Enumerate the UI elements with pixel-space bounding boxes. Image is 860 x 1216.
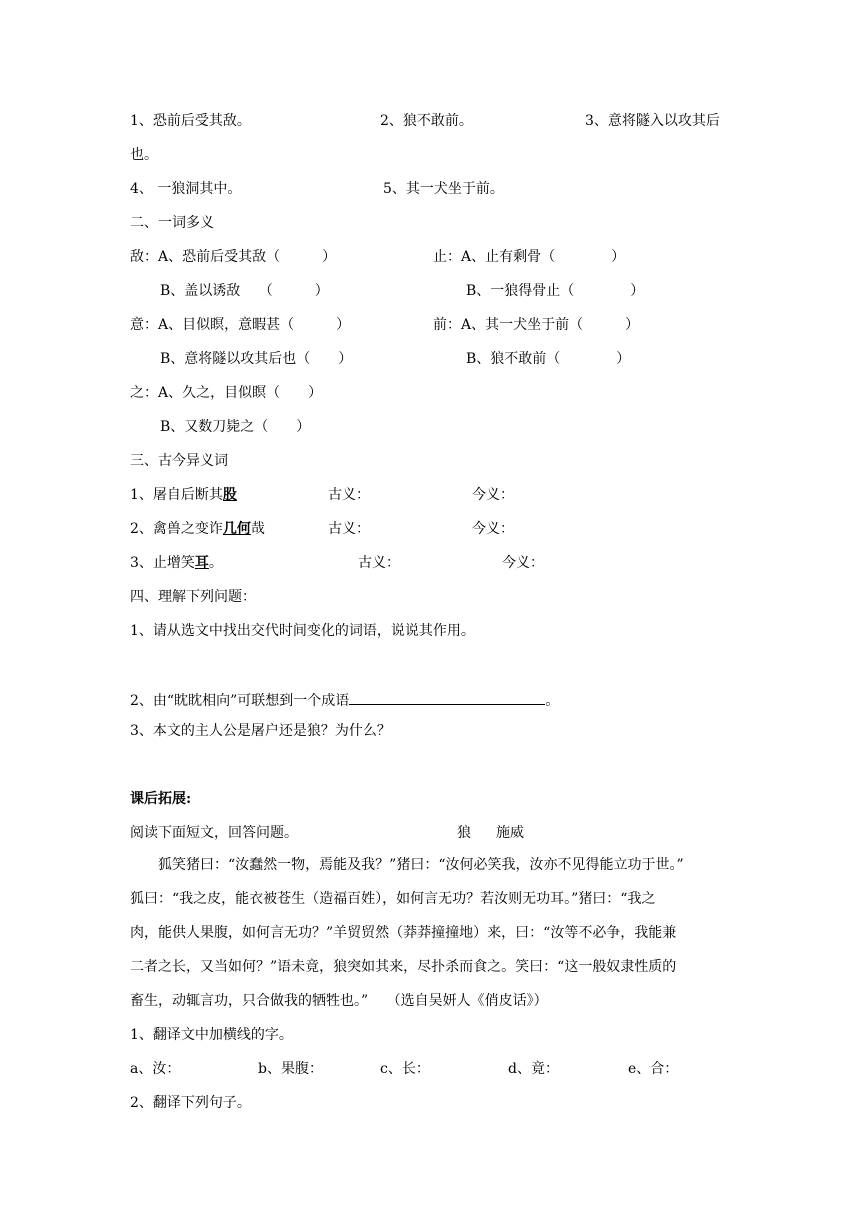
- part1-item-3: 3、意将隧入以攻其后: [585, 113, 720, 129]
- archaic-row-3-jin: 今义：: [502, 555, 544, 571]
- section2-heading: 二、一词多义: [130, 215, 214, 231]
- polysemy-zhi-a: 止：A、止有剩骨（ ）: [433, 249, 626, 265]
- passage-line-1: 狐笑猪曰：“汝蠢然一物，焉能及我？”猪曰：“汝何必笑我，汝亦不见得能立功于世。”: [158, 857, 684, 873]
- polysemy-qian-b: B、狼不敢前（ ）: [466, 351, 631, 367]
- part1-item-4: 4、 一狼洞其中。: [130, 181, 242, 197]
- extension-intro: 阅读下面短文，回答问题。: [130, 825, 298, 841]
- polysemy-yi-a: 意：A、目似瞑，意暇甚（ ）: [130, 317, 351, 333]
- answer-blank[interactable]: [349, 690, 545, 705]
- archaic-row-2-sentence: 2、禽兽之变诈: [130, 521, 223, 537]
- question-2-text: 2、由“眈眈相向”可联想到一个成语: [130, 693, 350, 709]
- archaic-row-1-jin: 今义：: [472, 487, 514, 503]
- passage-title: 狼: [457, 825, 471, 841]
- passage-line-4: 二者之长，又当如何？”语未竟，狼突如其来，尽扑杀而食之。笑曰：“这一般奴隶性质的: [130, 959, 677, 975]
- question-2: [130, 690, 559, 710]
- polysemy-yi-b: B、意将隧以攻其后也（ ）: [160, 351, 353, 367]
- question-1: 1、请从选文中找出交代时间变化的词语，说说其作用。: [130, 623, 475, 639]
- extension-question-2: 2、翻译下列句子。: [130, 1095, 251, 1111]
- vocab-e: e、合：: [628, 1061, 679, 1077]
- polysemy-zhi-b: B、一狼得骨止（ ）: [466, 283, 645, 299]
- archaic-row-1: [130, 486, 237, 504]
- archaic-row-2: [130, 520, 265, 538]
- extension-question-1: 1、翻译文中加横线的字。: [130, 1027, 293, 1043]
- archaic-row-3-suffix: 。: [208, 555, 223, 571]
- polysemy-zhi2-b: B、又数刀毙之（ ）: [160, 419, 311, 435]
- vocab-c: c、长：: [380, 1061, 430, 1077]
- archaic-row-2-gu: 古义：: [328, 521, 370, 537]
- question-2-end: 。: [545, 693, 560, 709]
- archaic-row-2-word: 几何: [222, 521, 251, 537]
- extension-heading: 课后拓展:: [130, 791, 192, 807]
- passage-line-3: 肉，能供人果腹，如何言无功？”羊贸贸然（莽莽撞撞地）来，曰：“汝等不必争，我能兼: [130, 925, 677, 941]
- vocab-b: b、果腹：: [258, 1061, 323, 1077]
- archaic-row-1-word: 股: [222, 487, 237, 503]
- archaic-row-1-sentence: 1、屠自后断其: [130, 487, 223, 503]
- archaic-row-2-jin: 今义：: [472, 521, 514, 537]
- polysemy-di-a: 敌：A、恐前后受其敌（ ）: [130, 249, 337, 265]
- question-3: 3、本文的主人公是屠户还是狼？为什么？: [130, 723, 391, 739]
- part1-item-5: 5、其一犬坐于前。: [383, 181, 504, 197]
- part1-item-2: 2、狼不敢前。: [380, 113, 473, 129]
- polysemy-qian-a: 前：A、其一犬坐于前（ ）: [433, 317, 640, 333]
- polysemy-zhi2-a: 之：A、久之，目似瞑（ ）: [130, 385, 323, 401]
- section3-heading: 三、古今异义词: [130, 453, 228, 469]
- archaic-row-3-word: 耳: [194, 555, 209, 571]
- archaic-row-3-sentence: 3、止增笑: [130, 555, 195, 571]
- polysemy-di-b: B、盖以诱敌 （ ）: [160, 283, 329, 299]
- part1-item-3-wrap: 也。: [130, 147, 158, 163]
- section4-heading: 四、理解下列问题：: [130, 589, 256, 605]
- part1-item-1: 1、恐前后受其敌。: [130, 113, 251, 129]
- archaic-row-1-gu: 古义：: [328, 487, 370, 503]
- vocab-d: d、竟：: [508, 1061, 559, 1077]
- passage-author: 施威: [496, 825, 524, 841]
- archaic-row-3-gu: 古义：: [358, 555, 400, 571]
- vocab-a: a、汝：: [130, 1061, 181, 1077]
- archaic-row-2-suffix: 哉: [250, 521, 265, 537]
- passage-line-2: 狐曰：“我之皮，能衣被苍生（造福百姓），如何言无功？若汝则无功耳。”猪曰：“我之: [130, 891, 656, 907]
- passage-line-5: 畜生，动辄言功，只合做我的牺牲也。” （选自吴妍人《俏皮话》）: [130, 993, 548, 1009]
- archaic-row-3: [130, 554, 223, 572]
